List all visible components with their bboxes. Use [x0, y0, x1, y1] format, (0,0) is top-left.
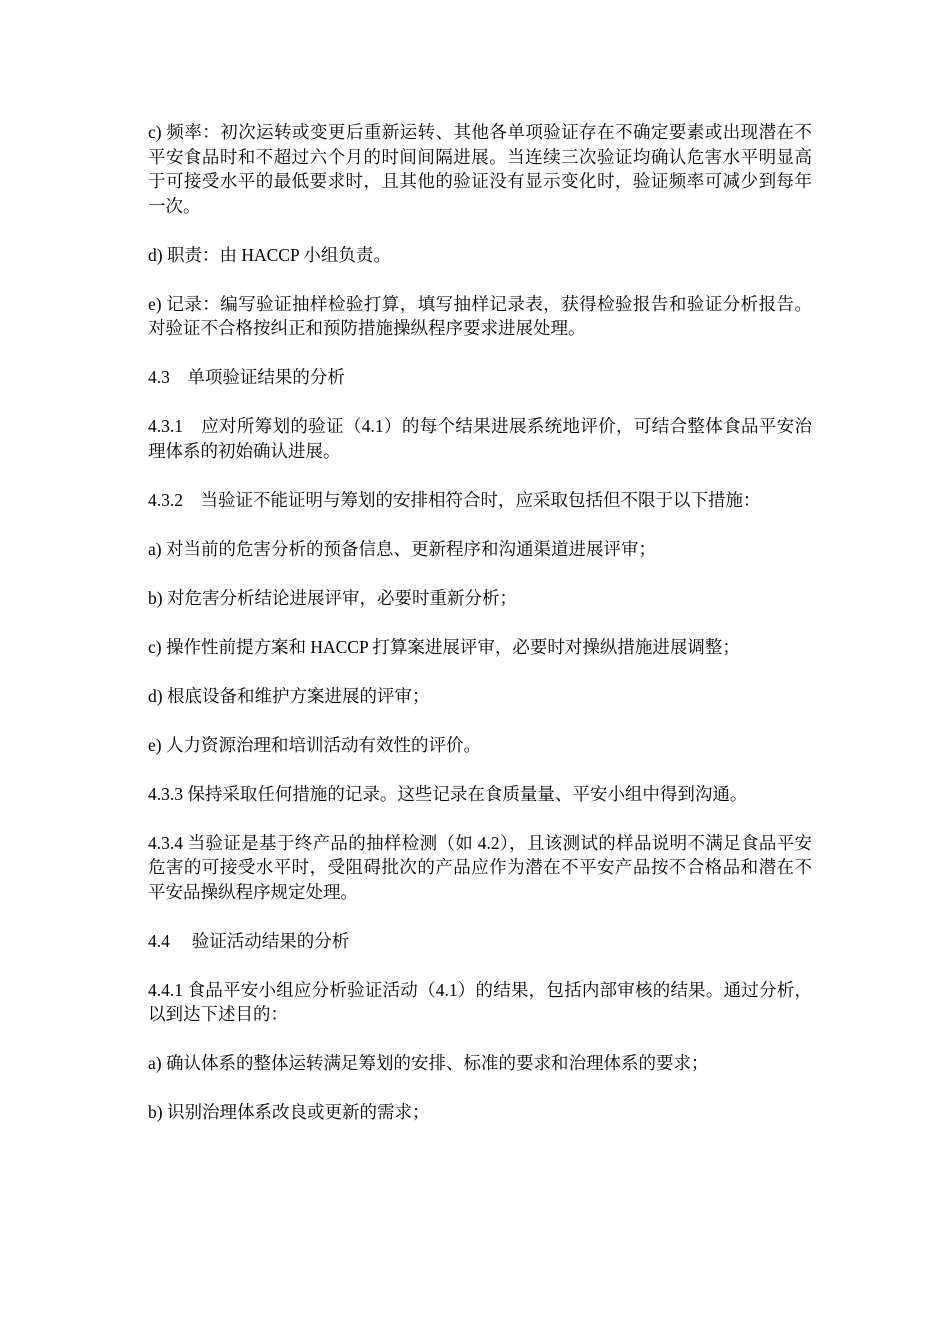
list-item-e: e) 人力资源治理和培训活动有效性的评价。 [148, 734, 481, 755]
paragraph-4-3-1: 4.3.1 应对所筹划的验证（4.1）的每个结果进展系统地评价，可结合整体食品平安治理体系的初始确认进展。 [148, 416, 812, 461]
list-item-a-2: a) 确认体系的整体运转满足筹划的安排、标准的要求和治理体系的要求； [148, 1053, 709, 1073]
paragraph-4-3-2: 4.3.2 当验证不能证明与筹划的安排相符合时，应采取包括但不限于以下措施： [148, 489, 761, 510]
list-item-b: b) 对危害分析结论进展评审，必要时重新分析； [148, 587, 517, 608]
section-heading-4-3: 4.3 单项验证结果的分析 [148, 367, 345, 387]
document-page [148, 120, 812, 1149]
paragraph-4-3-3: 4.3.3 保持采取任何措施的记录。这些记录在食质量量、平安小组中得到沟通。 [148, 783, 748, 804]
list-item-a: a) 对当前的危害分析的预备信息、更新程序和沟通渠道进展评审； [148, 538, 656, 559]
paragraph-4-4-1: 4.4.1 食品平安小组应分析验证活动（4.1）的结果，包括内部审核的结果。通过分析，以到达下述目的： [148, 979, 812, 1024]
paragraph-frequency: c) 频率：初次运转或变更后重新运转、其他各单项验证存在不确定要素或出现潜在不平安食品时和不超过六个月的时间间隔进展。当连续三次验证均确认危害水平明显高于可接受水平的最低要求时，且其他的验证没有显示变化时，验证频率可减少到每年一次。 [148, 122, 812, 216]
list-item-b-2: b) 识别治理体系改良或更新的需求； [148, 1102, 430, 1122]
section-heading-4-4: 4.4 验证活动结果的分析 [148, 930, 350, 951]
paragraph-4-3-4: 4.3.4 当验证是基于终产品的抽样检测（如 4.2），且该测试的样品说明不满足食品平安危害的可接受水平时，受阻碍批次的产品应作为潜在不平安产品按不合格品和潜在不平安品操纵程序规定处理。 [148, 832, 812, 902]
paragraph-records: e) 记录：编写验证抽样检验打算，填写抽样记录表，获得检验报告和验证分析报告。对验证不合格按纠正和预防措施操纵程序要求进展处理。 [148, 293, 812, 338]
list-item-d: d) 根底设备和维护方案进展的评审； [148, 685, 430, 706]
paragraph-responsibility: d) 职责：由 HACCP 小组负责。 [148, 244, 391, 265]
list-item-c: c) 操作性前提方案和 HACCP 打算案进展评审，必要时对操纵措施进展调整； [148, 636, 740, 657]
